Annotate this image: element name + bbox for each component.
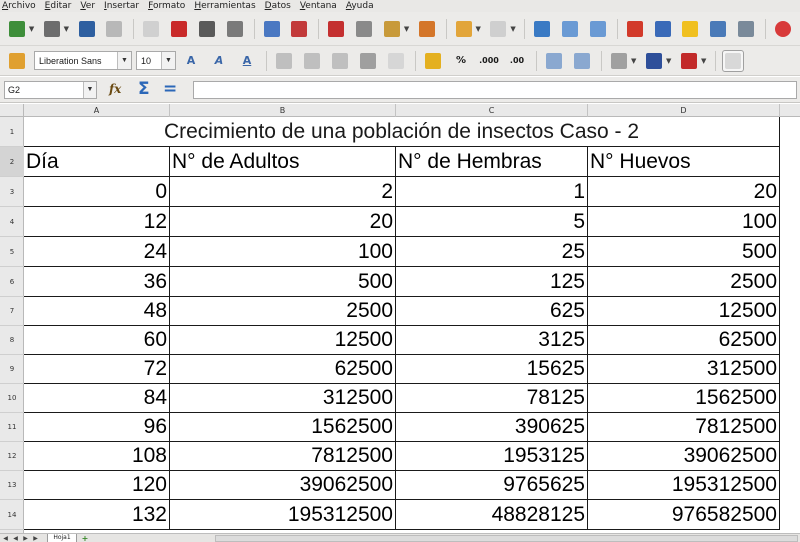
toolbar-separator	[617, 19, 618, 39]
currency-format-icon[interactable]	[422, 50, 444, 72]
row-header[interactable]: 9	[0, 355, 24, 384]
chevron-down-icon[interactable]: ▼	[161, 52, 175, 69]
standard-toolbar	[0, 12, 800, 46]
cell-dia[interactable]: 132	[24, 500, 170, 530]
undo-icon[interactable]	[453, 18, 475, 40]
sort-descending-icon[interactable]	[587, 18, 609, 40]
toolbar-separator	[254, 19, 255, 39]
font-color-icon[interactable]	[678, 50, 700, 72]
cell-dia[interactable]: 120	[24, 471, 170, 500]
align-right-icon[interactable]	[329, 50, 351, 72]
cell-adultos[interactable]: 2500	[170, 297, 396, 326]
cell-adultos[interactable]: 39062500	[170, 471, 396, 500]
menu-ayuda[interactable]: Ayuda	[345, 1, 374, 11]
next-sheet-icon[interactable]: ▶	[23, 535, 28, 542]
select-all-corner[interactable]	[0, 104, 24, 117]
cell-adultos[interactable]: 100	[170, 237, 396, 267]
sort-ascending-icon[interactable]	[559, 18, 581, 40]
cell-hembras[interactable]: 5	[396, 207, 588, 237]
spreadsheet-grid	[24, 117, 800, 533]
cut-icon[interactable]	[325, 18, 347, 40]
cell-huevos[interactable]: 312500	[588, 355, 780, 384]
spellcheck-icon[interactable]	[261, 18, 283, 40]
align-left-icon[interactable]	[273, 50, 295, 72]
column-header-a[interactable]: A	[24, 104, 170, 117]
cell-huevos[interactable]: 195312500	[588, 471, 780, 500]
row-header[interactable]: 14	[0, 500, 24, 530]
cell-dia[interactable]: 96	[24, 413, 170, 442]
cell-hembras[interactable]: 78125	[396, 384, 588, 413]
cell-huevos[interactable]: 62500	[588, 326, 780, 355]
chart-icon[interactable]	[624, 18, 646, 40]
paste-icon[interactable]	[381, 18, 403, 40]
show-draw-functions-icon[interactable]	[652, 18, 674, 40]
underline-icon[interactable]: A	[242, 54, 252, 67]
borders-dropdown-icon[interactable]: ▼	[631, 56, 637, 65]
column-headers	[0, 104, 800, 117]
cell-hembras[interactable]: 1	[396, 177, 588, 207]
row-header[interactable]: 4	[0, 207, 24, 237]
cell-adultos[interactable]: 12500	[170, 326, 396, 355]
formula-input[interactable]	[193, 81, 797, 99]
merge-cells-icon[interactable]	[385, 50, 407, 72]
cell-dia[interactable]: 12	[24, 207, 170, 237]
name-box-value: G2	[8, 85, 21, 95]
sum-icon[interactable]: Σ	[138, 79, 150, 99]
header-cell-dia[interactable]: Día	[24, 147, 170, 177]
row-header[interactable]: 5	[0, 237, 24, 267]
formula-bar	[0, 77, 800, 103]
cell-hembras[interactable]: 625	[396, 297, 588, 326]
paste-dropdown-icon[interactable]: ▼	[403, 24, 410, 33]
chevron-down-icon[interactable]: ▼	[83, 82, 96, 98]
row-header[interactable]: 7	[0, 297, 24, 326]
cell-hembras[interactable]: 25	[396, 237, 588, 267]
redo-icon[interactable]	[487, 18, 509, 40]
formatting-toolbar	[0, 46, 800, 76]
borders-icon[interactable]	[608, 50, 630, 72]
menu-archivo[interactable]: Archivo	[2, 1, 36, 11]
row-header[interactable]: 6	[0, 267, 24, 297]
edit-mode-icon[interactable]	[140, 18, 162, 40]
cell-hembras[interactable]: 9765625	[396, 471, 588, 500]
cell-adultos[interactable]: 7812500	[170, 442, 396, 471]
add-decimal-icon[interactable]: .000	[479, 56, 499, 65]
styles-formatting-icon[interactable]	[6, 50, 28, 72]
cell-huevos[interactable]: 500	[588, 237, 780, 267]
cell-adultos[interactable]: 195312500	[170, 500, 396, 530]
column-header-d[interactable]: D	[588, 104, 780, 117]
name-box[interactable]	[4, 81, 97, 99]
font-name-box[interactable]	[34, 51, 132, 70]
header-cell-hembras[interactable]: N° de Hembras	[396, 147, 588, 177]
delete-decimal-icon[interactable]: .00	[509, 56, 525, 65]
column-header-c[interactable]: C	[396, 104, 588, 117]
cell-hembras[interactable]: 125	[396, 267, 588, 297]
cell-huevos[interactable]: 1562500	[588, 384, 780, 413]
toolbar-separator	[266, 51, 267, 71]
bold-icon[interactable]: A	[186, 54, 196, 67]
row-header[interactable]: 8	[0, 326, 24, 355]
toolbar-separator	[601, 51, 602, 71]
row-header[interactable]: 11	[0, 413, 24, 442]
cell-hembras[interactable]: 15625	[396, 355, 588, 384]
cell-adultos[interactable]: 2	[170, 177, 396, 207]
align-center-icon[interactable]	[301, 50, 323, 72]
percent-format-icon[interactable]: %	[455, 55, 467, 66]
increase-indent-icon[interactable]	[571, 50, 593, 72]
toolbar-separator	[318, 19, 319, 39]
cell-huevos[interactable]: 100	[588, 207, 780, 237]
column-header-b[interactable]: B	[170, 104, 396, 117]
row-header[interactable]: 13	[0, 471, 24, 500]
email-icon[interactable]	[103, 18, 125, 40]
menu-datos[interactable]: Datos	[264, 1, 291, 11]
cell-dia[interactable]: 84	[24, 384, 170, 413]
header-cell-huevos[interactable]: N° Huevos	[588, 147, 780, 177]
menu-ver[interactable]: Ver	[80, 1, 96, 11]
data-sources-icon[interactable]	[735, 18, 757, 40]
toolbar-separator	[415, 51, 416, 71]
cell-dia[interactable]: 48	[24, 297, 170, 326]
cell-adultos[interactable]: 500	[170, 267, 396, 297]
cell-hembras[interactable]: 390625	[396, 413, 588, 442]
cell-dia[interactable]: 24	[24, 237, 170, 267]
toolbar-separator	[536, 51, 537, 71]
cell-hembras[interactable]: 3125	[396, 326, 588, 355]
toolbar-separator	[765, 19, 766, 39]
open-dropdown-icon[interactable]: ▼	[63, 24, 70, 33]
cell-huevos[interactable]: 39062500	[588, 442, 780, 471]
clone-formatting-icon[interactable]	[416, 18, 438, 40]
row-header[interactable]: 2	[0, 147, 24, 177]
undo-dropdown-icon[interactable]: ▼	[475, 24, 481, 33]
font-size-value: 10	[141, 55, 152, 66]
help-icon[interactable]	[772, 18, 794, 40]
new-dropdown-icon[interactable]: ▼	[28, 24, 35, 33]
autospellcheck-icon[interactable]	[289, 18, 311, 40]
copy-icon[interactable]	[353, 18, 375, 40]
first-sheet-icon[interactable]: ◀	[3, 535, 8, 542]
menu-editar[interactable]: Editar	[44, 1, 72, 11]
sheet-title-cell[interactable]: Crecimiento de una población de insectos Caso - 2	[24, 117, 780, 147]
cell-huevos[interactable]: 12500	[588, 297, 780, 326]
cell-huevos[interactable]: 20	[588, 177, 780, 207]
column-header-e[interactable]	[780, 104, 800, 117]
background-color-icon[interactable]	[643, 50, 665, 72]
font-color-dropdown-icon[interactable]: ▼	[701, 56, 707, 65]
cell-huevos[interactable]: 976582500	[588, 500, 780, 530]
toolbar-separator	[715, 51, 716, 71]
font-name-value: Liberation Sans	[39, 55, 102, 66]
print-icon[interactable]	[196, 18, 218, 40]
cell-hembras[interactable]: 48828125	[396, 500, 588, 530]
font-size-box[interactable]	[136, 51, 176, 70]
export-pdf-icon[interactable]	[168, 18, 190, 40]
chevron-down-icon[interactable]: ▼	[117, 52, 131, 69]
menu-bar	[0, 0, 800, 12]
cell-adultos[interactable]: 312500	[170, 384, 396, 413]
menu-ventana[interactable]: Ventana	[299, 1, 337, 11]
toolbar-separator	[446, 19, 447, 39]
cell-dia[interactable]: 60	[24, 326, 170, 355]
cell-dia[interactable]: 108	[24, 442, 170, 471]
toolbar-separator	[133, 19, 134, 39]
decrease-indent-icon[interactable]	[543, 50, 565, 72]
cell-adultos[interactable]: 20	[170, 207, 396, 237]
cell-hembras[interactable]: 1953125	[396, 442, 588, 471]
justify-icon[interactable]	[357, 50, 379, 72]
function-icon[interactable]: =	[163, 79, 178, 99]
menu-insertar[interactable]: Insertar	[104, 1, 140, 11]
sheet-tab-bar	[0, 533, 800, 542]
save-icon[interactable]	[76, 18, 98, 40]
cell-dia[interactable]: 36	[24, 267, 170, 297]
last-sheet-icon[interactable]: ▶	[33, 535, 38, 542]
row-header[interactable]: 12	[0, 442, 24, 471]
navigator-icon[interactable]	[679, 18, 701, 40]
cell-adultos[interactable]: 62500	[170, 355, 396, 384]
prev-sheet-icon[interactable]: ◀	[13, 535, 18, 542]
menu-herramientas[interactable]: Herramientas	[194, 1, 256, 11]
italic-icon[interactable]: A	[214, 54, 224, 67]
cell-adultos[interactable]: 1562500	[170, 413, 396, 442]
row-headers	[0, 117, 24, 533]
sheet-tab-hoja1[interactable]: Hoja1	[47, 534, 77, 542]
print-preview-icon[interactable]	[224, 18, 246, 40]
row-header[interactable]: 1	[0, 117, 24, 147]
cell-huevos[interactable]: 7812500	[588, 413, 780, 442]
open-icon[interactable]	[41, 18, 63, 40]
header-cell-adultos[interactable]: N° de Adultos	[170, 147, 396, 177]
cell-dia[interactable]: 72	[24, 355, 170, 384]
function-wizard-icon[interactable]: fx	[109, 82, 122, 96]
new-document-icon[interactable]	[6, 18, 28, 40]
gallery-icon[interactable]	[707, 18, 729, 40]
menu-formato[interactable]: Formato	[148, 1, 186, 11]
toolbar-separator	[524, 19, 525, 39]
hyperlink-icon[interactable]	[531, 18, 553, 40]
toggle-grid-icon[interactable]	[722, 50, 744, 72]
add-sheet-icon[interactable]: +	[81, 534, 89, 542]
cell-huevos[interactable]: 2500	[588, 267, 780, 297]
cell-dia[interactable]: 0	[24, 177, 170, 207]
row-header[interactable]: 3	[0, 177, 24, 207]
horizontal-scrollbar[interactable]	[215, 535, 798, 542]
row-header[interactable]: 10	[0, 384, 24, 413]
redo-dropdown-icon[interactable]: ▼	[510, 24, 516, 33]
background-color-dropdown-icon[interactable]: ▼	[666, 56, 672, 65]
